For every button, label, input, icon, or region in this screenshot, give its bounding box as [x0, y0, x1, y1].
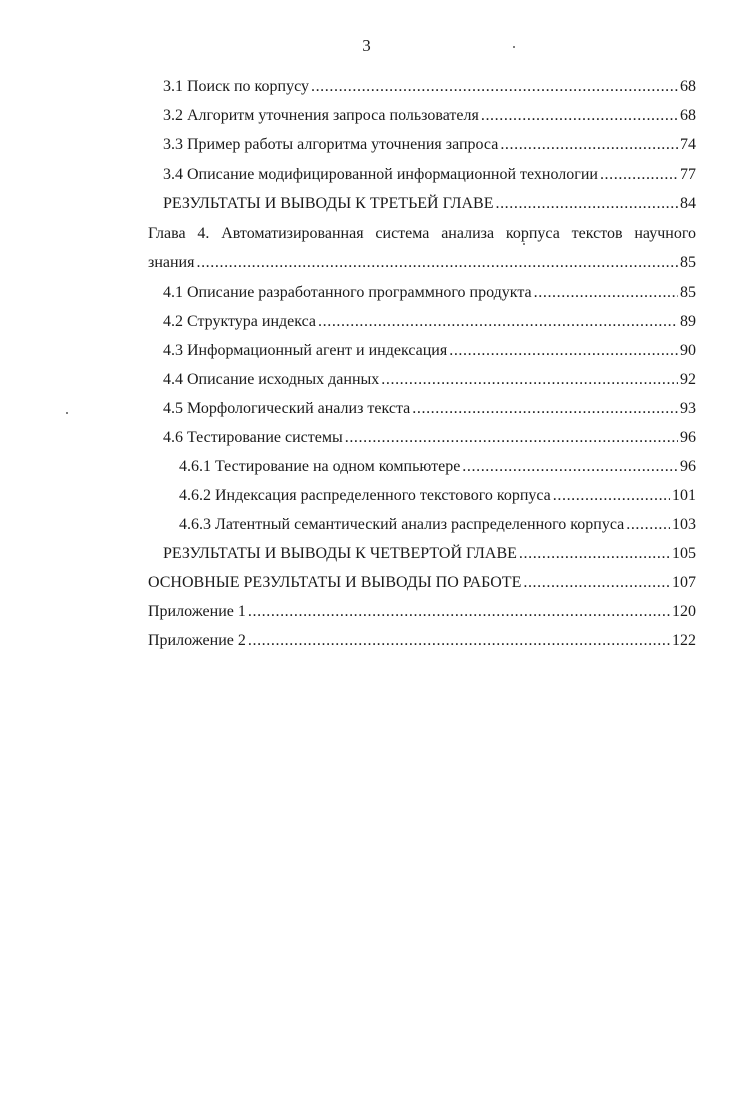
toc-entry-title: 4.1 Описание разработанного программного продукта [163, 284, 532, 301]
scan-speck [66, 412, 68, 414]
toc-entry-4-5[interactable] [163, 399, 696, 419]
toc-entry-page: 89 [680, 313, 696, 330]
toc-entry-4-4[interactable] [163, 370, 696, 390]
toc-entry-4-6-1[interactable] [179, 457, 696, 477]
toc-entry-appendix-1[interactable] [148, 602, 696, 622]
toc-entry-page: 68 [680, 78, 696, 95]
toc-entry-title: 4.6.3 Латентный семантический анализ распределенного корпуса [179, 516, 625, 533]
toc-entry-title: 3.1 Поиск по корпусу [163, 78, 309, 95]
toc-entry-title: знания [148, 254, 195, 271]
toc-entry-page: 96 [680, 429, 696, 446]
toc-entry-title: 4.3 Информационный агент и индексация [163, 342, 448, 359]
toc-entry-page: 93 [680, 400, 696, 417]
toc-entry-4-6[interactable] [163, 428, 696, 448]
scan-speck [513, 46, 515, 48]
toc-entry-4-6-3[interactable] [179, 515, 696, 535]
toc-entry-title: 4.6.2 Индексация распределенного текстового корпуса [179, 487, 551, 504]
toc-entry-title: РЕЗУЛЬТАТЫ И ВЫВОДЫ К ТРЕТЬЕЙ ГЛАВЕ [163, 195, 494, 212]
toc-entry-4-2[interactable] [163, 312, 696, 332]
toc-entry-main-results[interactable] [148, 573, 696, 593]
toc-entry-page: 90 [680, 342, 696, 359]
toc-entry-page: 122 [672, 632, 696, 649]
toc-entry-title: 4.6 Тестирование системы [163, 429, 343, 446]
toc-entry-title: Приложение 1 [148, 603, 246, 620]
toc-entry-appendix-2[interactable] [148, 631, 696, 651]
dot-leader [481, 106, 678, 126]
dot-leader [600, 165, 678, 185]
toc-entry-title: 4.5 Морфологический анализ текста [163, 400, 411, 417]
toc-entry-3-3[interactable] [163, 135, 696, 155]
dot-leader [519, 544, 670, 564]
toc-entry-page: 120 [672, 603, 696, 620]
toc-entry-title: 3.4 Описание модифицированной информационной технологии [163, 166, 598, 183]
toc-entry-page: 74 [680, 136, 696, 153]
toc-entry-4-6-2[interactable] [179, 486, 696, 506]
toc-entry-chapter4-results[interactable] [163, 544, 696, 564]
dot-leader [381, 370, 678, 390]
toc-entry-page: 96 [680, 458, 696, 475]
dot-leader [311, 77, 678, 97]
toc-chapter-4-title[interactable]: Глава 4. Автоматизированная система анализа корпуса текстов научного [148, 225, 696, 242]
dot-leader [626, 515, 670, 535]
toc-entry-title: 4.6.1 Тестирование на одном компьютере [179, 458, 461, 475]
toc-entry-4-1[interactable] [163, 283, 696, 303]
dot-leader [534, 283, 678, 303]
dot-leader [523, 573, 670, 593]
dot-leader [248, 602, 670, 622]
dot-leader [500, 135, 678, 155]
toc-entry-title: 3.2 Алгоритм уточнения запроса пользователя [163, 107, 479, 124]
toc-entry-chapter4-continuation[interactable] [148, 253, 696, 273]
toc-entry-title: Приложение 2 [148, 632, 246, 649]
dot-leader [248, 631, 670, 651]
dot-leader [449, 341, 678, 361]
toc-entry-page: 101 [672, 487, 696, 504]
dot-leader [196, 253, 678, 273]
toc-entry-title: 4.4 Описание исходных данных [163, 371, 380, 388]
toc-entry-title: 4.2 Структура индекса [163, 313, 317, 330]
scan-speck [523, 243, 525, 245]
dot-leader [495, 194, 678, 214]
dot-leader [318, 312, 678, 332]
toc-entry-page: 85 [680, 284, 696, 301]
toc-entry-page: 107 [672, 574, 696, 591]
toc-entry-chapter3-results[interactable] [163, 194, 696, 214]
toc-entry-title: РЕЗУЛЬТАТЫ И ВЫВОДЫ К ЧЕТВЕРТОЙ ГЛАВЕ [163, 545, 517, 562]
toc-entry-page: 92 [680, 371, 696, 388]
dot-leader [345, 428, 678, 448]
toc-entry-page: 103 [672, 516, 696, 533]
dot-leader [462, 457, 678, 477]
toc-entry-3-1[interactable] [163, 77, 696, 97]
page-number: 3 [362, 36, 371, 55]
toc-entry-page: 68 [680, 107, 696, 124]
toc-entry-page: 77 [680, 166, 696, 183]
toc-entry-4-3[interactable] [163, 341, 696, 361]
toc-entry-page: 85 [680, 254, 696, 271]
toc-entry-title: ОСНОВНЫЕ РЕЗУЛЬТАТЫ И ВЫВОДЫ ПО РАБОТЕ [148, 574, 522, 591]
toc-entry-title: 3.3 Пример работы алгоритма уточнения запроса [163, 136, 499, 153]
toc-entry-page: 84 [680, 195, 696, 212]
toc-entry-3-2[interactable] [163, 106, 696, 126]
toc-entry-3-4[interactable] [163, 165, 696, 185]
dot-leader [412, 399, 678, 419]
dot-leader [553, 486, 670, 506]
toc-entry-page: 105 [672, 545, 696, 562]
